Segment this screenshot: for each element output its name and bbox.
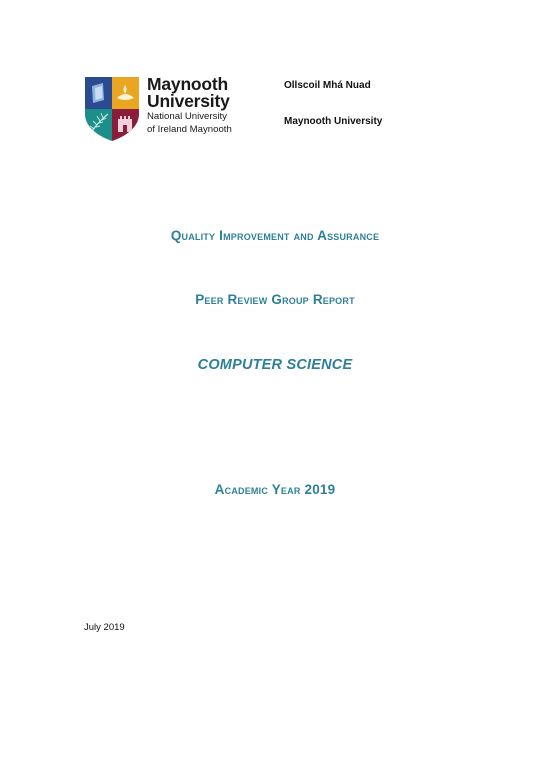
report-date: July 2019 — [84, 622, 125, 633]
university-wordmark — [147, 76, 232, 135]
academic-year: Academic Year 2019 — [214, 482, 336, 497]
department-title: COMPUTER SCIENCE — [197, 357, 353, 373]
wordmark-sub-2: of Ireland Maynooth — [147, 123, 232, 135]
wordmark-line-1: Maynooth — [147, 74, 229, 94]
maynooth-university-crest-icon — [84, 76, 140, 142]
english-name: Maynooth University — [284, 116, 383, 127]
wordmark-sub-1: National University — [147, 111, 227, 122]
irish-name: Ollscoil Mhá Nuad — [284, 80, 371, 91]
section-heading-quality: Quality Improvement and Assurance — [170, 228, 380, 243]
wordmark-line-2: University — [147, 91, 230, 111]
report-title: Peer Review Group Report — [195, 292, 355, 307]
